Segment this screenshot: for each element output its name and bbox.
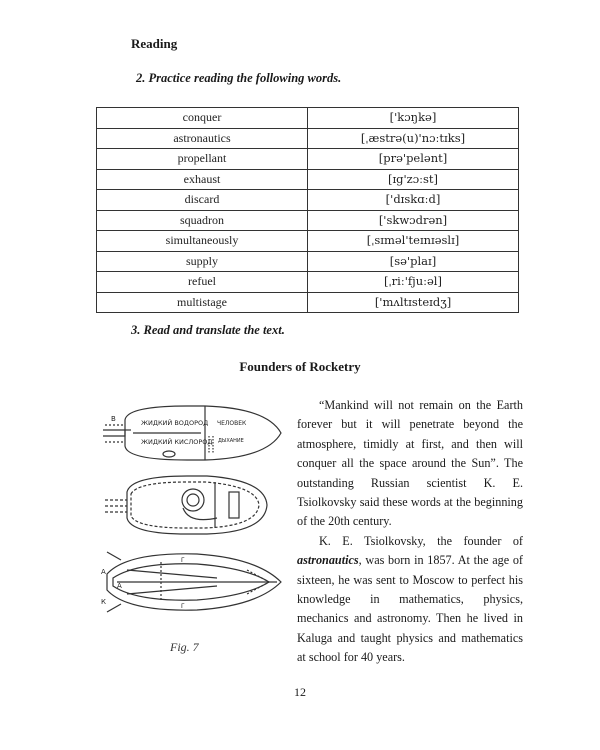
transcription-cell: ['dɪskɑːd]	[308, 190, 519, 211]
rocket-diagram-middle	[105, 476, 267, 534]
label-note: ДЫХАНИЕ	[218, 438, 244, 444]
word-cell: refuel	[97, 272, 308, 293]
paragraph-2-start: K. E. Tsiolkovsky, the founder of	[319, 533, 523, 548]
word-cell: supply	[97, 251, 308, 272]
transcription-cell: ['skwɔdrən]	[308, 210, 519, 231]
word-cell: simultaneously	[97, 231, 308, 252]
label-b: В	[111, 415, 116, 423]
rocket-diagram-top	[103, 406, 281, 460]
table-row	[97, 190, 519, 211]
transcription-cell: [sə'plaɪ]	[308, 251, 519, 272]
label-a-mid: А	[117, 582, 122, 590]
rocket-diagram-bottom	[107, 552, 281, 612]
table-row	[97, 272, 519, 293]
term-astronautics: astronautics	[297, 553, 359, 568]
paragraph-1: “Mankind will not remain on the Earth forever but it will penetrate beyond the atmosphere, timidly at first, and then will conquer all the space around the Sun”. The outstanding Russian scientist K. E. Tsiolkovsky said these words at the beginning of the 20th century.	[297, 398, 523, 529]
label-hydrogen: ЖИДКИЙ ВОДОРОД	[141, 419, 209, 427]
transcription-cell: [ɪg'zɔːst]	[308, 169, 519, 190]
text-heading: Founders of Rocketry	[239, 359, 361, 374]
word-pronunciation-table	[96, 107, 519, 313]
label-oxygen: ЖИДКИЙ КИСЛОРОД	[141, 438, 213, 446]
page-number: 12	[294, 685, 306, 699]
word-cell: multistage	[97, 292, 308, 313]
transcription-cell: [ˌsɪməl'teɪnɪəslɪ]	[308, 231, 519, 252]
word-cell: discard	[97, 190, 308, 211]
task-2-instruction: 2. Practice reading the following words.	[136, 71, 342, 85]
task-3-instruction: 3. Read and translate the text.	[131, 323, 285, 337]
table-row	[97, 231, 519, 252]
word-cell: exhaust	[97, 169, 308, 190]
word-cell: squadron	[97, 210, 308, 231]
table-row	[97, 128, 519, 149]
figure-caption: Fig. 7	[170, 640, 199, 654]
label-r-bottom: Г	[181, 603, 185, 610]
transcription-cell: ['mʌltɪsteɪdʒ]	[308, 292, 519, 313]
table-row	[97, 251, 519, 272]
paragraph-2-end: , was born in 1857. At the age of sixteen, he was sent to Moscow to perfect his knowledge in mathematics, physics, mechanics and astronomy. Then he lived in Kaluga and taught physics and mathematics at school for 40 years.	[297, 553, 523, 665]
label-human: ЧЕЛОВЕК	[217, 420, 247, 427]
transcription-cell: [ˌæstrə(u)'nɔːtɪks]	[308, 128, 519, 149]
label-r-top: Г	[181, 557, 185, 564]
rocket-figure	[97, 392, 287, 637]
table-row	[97, 292, 519, 313]
word-cell: astronautics	[97, 128, 308, 149]
rocket-drawings	[97, 392, 287, 637]
table-row	[97, 210, 519, 231]
transcription-cell: [prə'pelənt]	[308, 149, 519, 170]
table-row	[97, 169, 519, 190]
word-cell: propellant	[97, 149, 308, 170]
label-a-top: А	[101, 568, 106, 576]
label-k: К	[101, 598, 106, 606]
transcription-cell: [ˌriː'fjuːəl]	[308, 272, 519, 293]
transcription-cell: ['kɔŋkə]	[308, 108, 519, 129]
article-text	[297, 396, 523, 668]
table-row	[97, 149, 519, 170]
paragraph-2	[297, 532, 523, 668]
table-row	[97, 108, 519, 129]
word-cell: conquer	[97, 108, 308, 129]
section-title: Reading	[131, 36, 178, 51]
